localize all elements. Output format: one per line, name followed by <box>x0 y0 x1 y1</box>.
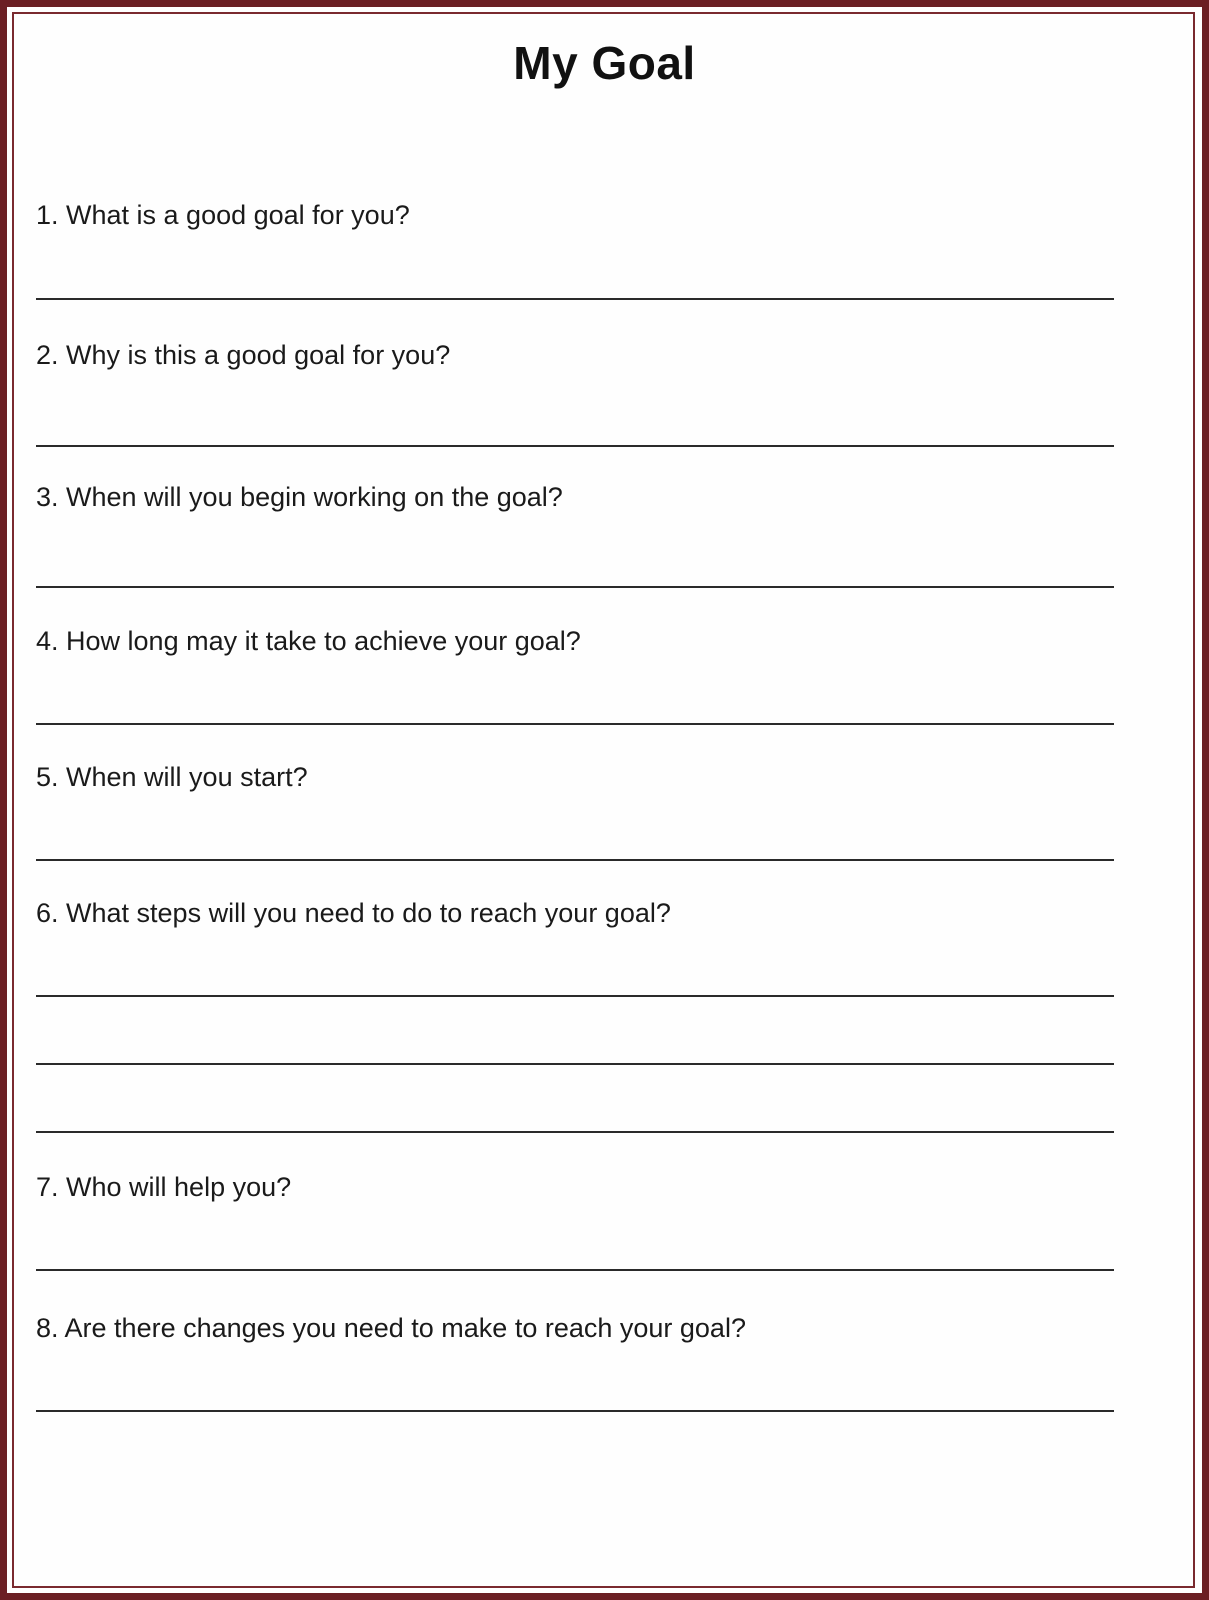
page-border-inner <box>12 12 1195 1588</box>
question-6-label: 6. What steps will you need to do to reach your goal? <box>36 898 671 928</box>
question-6-answer-line-1[interactable] <box>36 995 1114 997</box>
question-1-answer-line[interactable] <box>36 298 1114 300</box>
question-7-answer-line[interactable] <box>36 1269 1114 1271</box>
question-8-answer-line[interactable] <box>36 1410 1114 1412</box>
question-3-answer-line[interactable] <box>36 586 1114 588</box>
question-4-label: 4. How long may it take to achieve your goal? <box>36 626 581 656</box>
question-1-label: 1. What is a good goal for you? <box>36 200 410 230</box>
question-8-label: 8. Are there changes you need to make to reach your goal? <box>36 1313 746 1343</box>
page-title: My Goal <box>513 37 696 89</box>
question-7-label: 7. Who will help you? <box>36 1172 292 1202</box>
question-3-label: 3. When will you begin working on the goal? <box>36 482 563 512</box>
question-4-answer-line[interactable] <box>36 723 1114 725</box>
question-5-label: 5. When will you start? <box>36 762 308 792</box>
question-2-label: 2. Why is this a good goal for you? <box>36 340 451 370</box>
question-2-answer-line[interactable] <box>36 445 1114 447</box>
question-5-answer-line[interactable] <box>36 859 1114 861</box>
question-6-answer-line-2[interactable] <box>36 1063 1114 1065</box>
question-6-answer-line-3[interactable] <box>36 1131 1114 1133</box>
